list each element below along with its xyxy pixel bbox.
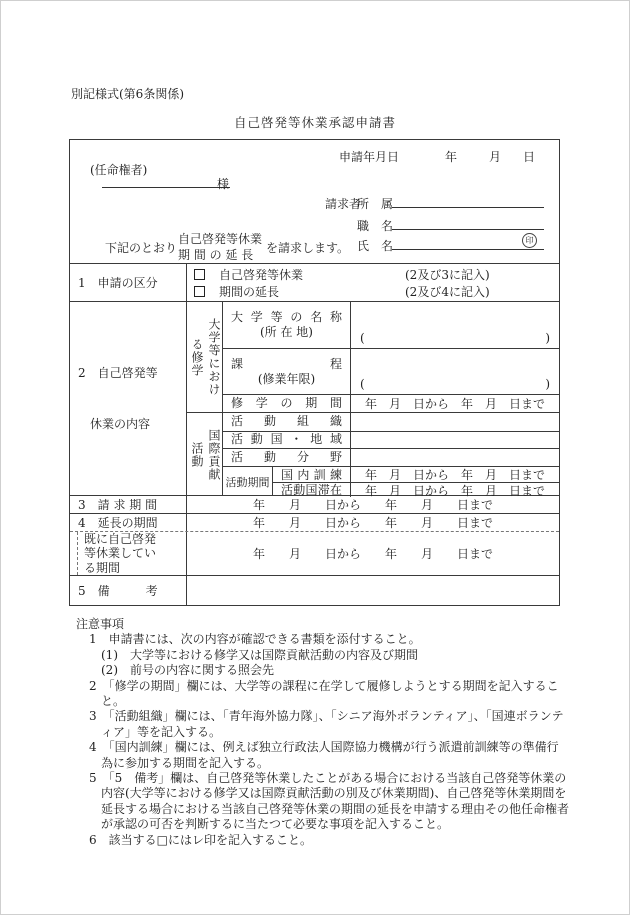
row3-label: 3 請 求 期 間 xyxy=(70,496,187,513)
row2-detail xyxy=(187,302,559,498)
requested-period-field[interactable]: 年 月 日から 年 月 日まで xyxy=(252,498,493,512)
row-application-category xyxy=(70,263,559,301)
note-item-3: 3 「活動組織」欄には、「青年海外協力隊」、「シニア海外ボランティア」、「国連ボランティア」等を記入する。 xyxy=(89,709,564,739)
vlabel-col2: る修学 xyxy=(190,337,204,377)
row2-label-line1: 2 自己啓発等 xyxy=(78,365,158,380)
group-international-contribution xyxy=(187,412,559,496)
option-label: 自己啓発等休業 xyxy=(219,267,304,282)
university-name-field[interactable] xyxy=(351,302,559,348)
university-location-label: (所 在 地) xyxy=(260,325,313,339)
option-self-development-leave xyxy=(187,266,559,283)
requester-label: 請求者 xyxy=(325,197,362,211)
statement-prefix: 下記のとおり xyxy=(105,241,178,255)
row-requested-period xyxy=(70,495,559,513)
row2-label xyxy=(70,302,187,495)
course-field[interactable] xyxy=(351,349,559,394)
note-item-4: 4 「国内訓練」欄には、例えば独立行政法人国際協力機構が行う派遣前訓練等の準備行為に参加する期間を記入する。 xyxy=(89,740,559,770)
appointer-blank-field[interactable] xyxy=(102,187,230,188)
checkbox-period-extension[interactable] xyxy=(194,286,205,297)
subrow-study-period xyxy=(223,394,559,412)
statement-option-leave: 自己啓発等休業 xyxy=(178,232,263,246)
subrow-activity-field xyxy=(223,448,559,466)
row-existing-leave-period xyxy=(70,531,559,575)
form-style-reference: 別記様式(第6条関係) xyxy=(71,87,184,101)
domestic-training-label: 国 内 訓 練 xyxy=(281,467,342,482)
existing-leave-label-cell xyxy=(70,532,187,575)
activity-country-field[interactable] xyxy=(351,432,559,449)
appointer-label: (任命権者) xyxy=(90,163,148,177)
note-item-1-1: (1) 大学等における修学又は国際貢献活動の内容及び期間 xyxy=(101,647,419,662)
application-form-table xyxy=(69,139,560,606)
option-period-extension xyxy=(187,283,559,300)
row1-options xyxy=(187,264,559,301)
existing-leave-label: 既に自己啓発等休業している期間 xyxy=(84,531,157,575)
subrow-university-name xyxy=(223,302,559,348)
activity-period-label: 活動期間 xyxy=(223,467,273,496)
statement-option-extension: 期 間 の 延 長 xyxy=(178,248,254,262)
option-note: (2及び3に記入) xyxy=(405,267,490,282)
row2-label-line2: 休業の内容 xyxy=(90,416,151,431)
domestic-training-period-field[interactable]: 年 月 日から 年 月 日まで xyxy=(364,468,545,482)
vlabel-col1: 国際貢献 xyxy=(207,428,221,481)
note-item-5: 5 「5 備考」欄は、自己啓発等休業したことがある場合における当該自己啓発等休業の内容(大学等における修学又は国際貢献活動の別及び休業期間)、自己啓発等休業期間を延長する場合における当該自己啓発等休業の期間の延長を申請する理由その他任命権者が承認の可否を判断するに当たつて必要な事項を記入すること。 xyxy=(89,771,570,832)
paren-close: ) xyxy=(545,331,550,345)
notes-title: 注意事項 xyxy=(76,617,125,631)
paren-open: ( xyxy=(360,331,365,345)
vertical-label-international-contribution xyxy=(187,413,223,496)
country-stay-label: 活動国滞在 xyxy=(281,483,342,497)
country-stay-period-field[interactable]: 年 月 日から 年 月 日まで xyxy=(364,483,545,498)
extension-period-field[interactable]: 年 月 日から 年 月 日まで xyxy=(252,516,493,530)
row5-label: 5 備 考 xyxy=(70,576,187,605)
name-label: 氏 名 xyxy=(357,239,394,253)
activity-country-label: 活 動 国 ・ 地 域 xyxy=(231,432,342,447)
vlabel-col2: 活動 xyxy=(190,441,204,468)
note-item-1-2: (2) 前号の内容に関する照会先 xyxy=(101,663,274,678)
application-date-label: 申請年月日 xyxy=(339,150,400,164)
subrow-activity-organization xyxy=(223,413,559,431)
vlabel-col1: 大学等におけ xyxy=(207,318,221,396)
name-blank-field[interactable] xyxy=(392,249,544,250)
statement-suffix: を請求します。 xyxy=(266,241,350,255)
paren-open: ( xyxy=(360,377,365,391)
subrow-domestic-training xyxy=(273,467,559,482)
affiliation-blank-field[interactable] xyxy=(392,207,544,208)
note-item-1: 1 申請書には、次の内容が確認できる書類を添付すること。 xyxy=(89,632,421,647)
row1-label: 1 申請の区分 xyxy=(70,264,187,301)
date-month-label: 月 xyxy=(489,150,502,164)
row-leave-content xyxy=(70,301,559,498)
form-header xyxy=(70,140,559,263)
subrow-activity-country xyxy=(223,431,559,449)
row-extension-period xyxy=(70,513,559,531)
course-years-label: (修業年限) xyxy=(257,371,316,386)
activity-organization-label: 活 動 組 織 xyxy=(231,414,342,429)
notes-section xyxy=(76,617,570,848)
vertical-label-university-study xyxy=(187,302,223,412)
study-period-label: 修 学 の 期 間 xyxy=(231,396,342,410)
checkbox-self-development-leave[interactable] xyxy=(194,269,205,280)
seal-mark-icon: 印 xyxy=(522,233,537,248)
course-label: 課 程 xyxy=(231,356,342,371)
activity-field-field[interactable] xyxy=(351,449,559,466)
option-label: 期間の延長 xyxy=(219,284,280,299)
existing-leave-period-field[interactable]: 年 月 日から 年 月 日まで xyxy=(252,547,493,561)
subrow-activity-period xyxy=(223,466,559,496)
date-day-label: 日 xyxy=(523,150,536,164)
remarks-field[interactable] xyxy=(187,576,559,605)
date-year-label: 年 xyxy=(445,150,458,164)
activity-field-label: 活 動 分 野 xyxy=(231,450,342,465)
page-title: 自己啓発等休業承認申請書 xyxy=(233,115,396,130)
group-university-study xyxy=(187,302,559,412)
paren-close: ) xyxy=(545,377,550,391)
position-label: 職 名 xyxy=(357,219,394,233)
activity-organization-field[interactable] xyxy=(351,413,559,431)
appointer-honorific: 様 xyxy=(217,177,230,191)
option-note: (2及び4に記入) xyxy=(405,284,490,299)
subrow-country-stay xyxy=(273,482,559,497)
affiliation-label: 所 属 xyxy=(357,197,394,211)
dashed-divider xyxy=(77,532,78,575)
row-remarks xyxy=(70,575,559,605)
subrow-course xyxy=(223,348,559,394)
university-name-label: 大 学 等 の 名 称 xyxy=(231,310,342,324)
position-blank-field[interactable] xyxy=(392,229,544,230)
study-period-field[interactable]: 年 月 日から 年 月 日まで xyxy=(364,397,545,411)
row4-label: 4 延長の期間 xyxy=(70,514,187,531)
note-item-6: 6 該当する□にはレ印を記入すること。 xyxy=(89,832,312,847)
note-item-2: 2 「修学の期間」欄には、大学等の課程に在学して履修しようとする期間を記入すること。 xyxy=(89,678,559,709)
